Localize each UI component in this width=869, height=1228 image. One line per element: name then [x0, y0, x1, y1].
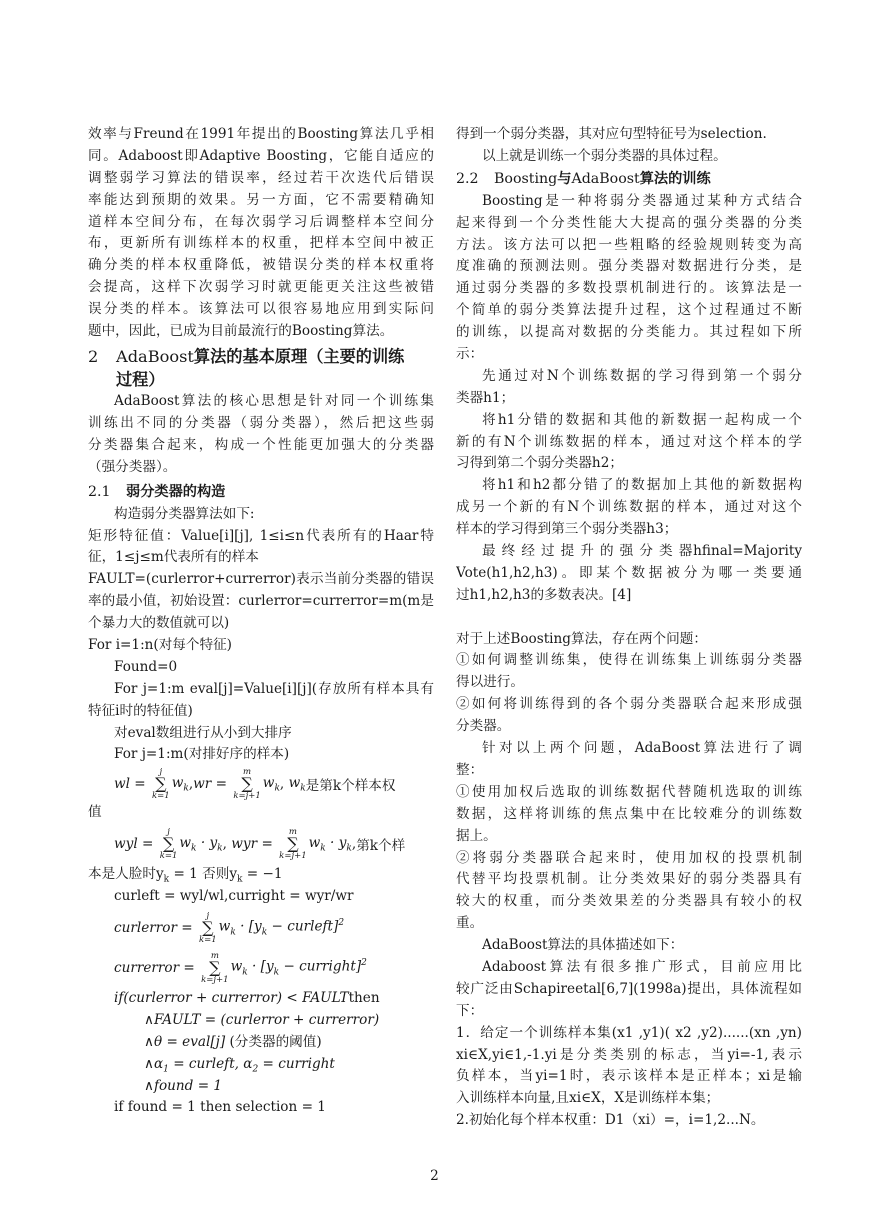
text-line: 同。Adaboost即Adaptive Boosting，它能自适应的	[88, 147, 434, 164]
equation-weights: wl = j ∑ k=1 $w_k$ , wr = m ∑ k=j+1 $w_k$ , $w_k$ 是第k个样本权	[114, 766, 396, 802]
text-line: 矩形特征值：Value[i][j], 1≤i≤n代表所有的Haar特	[88, 527, 434, 544]
text-line: 整：	[456, 761, 484, 778]
text-line: 入训练样本向量,且xi∈X，X是训练样本集；	[456, 1090, 720, 1107]
left-column	[88, 124, 434, 1119]
text-line: 起来得到一个分类性能大大提高的强分类器的分类	[456, 214, 802, 231]
text-line: 2.初始化每个样本权重：D1（xi）=，i=1,2...N。	[456, 1112, 765, 1129]
text-line: 较广泛由Schapireetal[6,7](1998a)提出，具体流程如	[456, 980, 802, 997]
text-line: AdaBoost算法的核心思想是针对同一个训练集	[114, 393, 434, 410]
text-line: 误分类的样本。该算法可以很容易地应用到实际问	[88, 301, 434, 318]
text-line: 训练出不同的分类器（弱分类器），然后把这些弱	[88, 414, 434, 431]
text-line: 得到一个弱分类器，其对应句型特征号为selection.	[456, 126, 767, 142]
text-line: 示：	[456, 346, 484, 363]
text-line: ①使用加权后选取的训练数据代替随机选取的训练	[456, 783, 802, 800]
text-line: 通过弱分类器的多数投票机制进行的。该算法是一	[456, 280, 802, 297]
text-line: 下：	[456, 1002, 484, 1019]
text-line: 先通过对N个训练数据的学习得到第一个弱分	[482, 367, 802, 384]
code-line: if found = 1 then selection = 1	[114, 1099, 326, 1116]
text-line: 针对以上两个问题，AdaBoost算法进行了调	[482, 740, 802, 757]
text-line: 将h1和h2都分错了的数据加上其他的新数据构	[482, 477, 802, 494]
text-line: 分类器。	[456, 718, 511, 735]
text-line: 效率与Freund在1991年提出的Boosting算法几乎相	[88, 126, 434, 142]
text-line: AdaBoost算法的具体描述如下：	[482, 937, 684, 954]
text-line: 以上就是训练一个弱分类器的具体过程。	[482, 147, 727, 164]
text-line: ①如何调整训练集，使得在训练集上训练弱分类器	[456, 652, 802, 669]
text-line: 道样本空间分布，在每次弱学习后调整样本空间分	[88, 213, 434, 230]
text-line: 率的最小值，初始设置：curlerror=currerror=m(m是	[88, 593, 434, 610]
text-line: 会提高，这样下次弱学习时就更能更关注这些被错	[88, 279, 434, 296]
code-line: $\wedge\alpha_1$ = curleft, $\alpha_2$ = curright	[144, 1055, 335, 1075]
text-line: FAULT=(curlerror+currerror)表示当前分类器的错误	[88, 571, 434, 588]
text-line: 最 终 经 过 提 升 的 强 分 类 器hfinal=Majority	[482, 543, 802, 560]
equation-curlerror: curlerror = j ∑ k=1 $w_k \cdot [y_k$ − curleft]$^2$	[114, 910, 345, 946]
code-line: For j=1:m eval[j]=Value[i][j](存放所有样本具有	[114, 680, 434, 697]
code-line: 特征i时的特征值)	[88, 702, 193, 719]
code-line: Found=0	[114, 658, 178, 675]
text-line: 布，更新所有训练样本的权重，把样本空间中被正	[88, 235, 434, 252]
text-line: 样本的学习得到第三个弱分类器h3；	[456, 521, 678, 538]
text-line: 个简单的弱分类算法提升过程，这个过程通过不断	[456, 302, 802, 319]
text-line: Boosting是一种将弱分类器通过某种方式结合	[482, 192, 802, 209]
text-line: 率能达到预期的效果。另一方面，它不需要精确知	[88, 191, 434, 208]
subsection-heading: 2.2 Boosting与AdaBoost算法的训练	[456, 170, 711, 187]
text-line: （强分类器）。	[88, 458, 177, 475]
text-line: 据上。	[456, 827, 497, 844]
code-line: curleft = wyl/wl,curright = wyr/wr	[114, 888, 354, 905]
code-line: ∧θ = eval[j] (分类器的阈值)	[144, 1033, 322, 1050]
text-line: 1．给定一个训练样本集(x1 ,y1)( x2 ,y2)......(xn ,yn)	[456, 1024, 802, 1041]
equation-weighted-labels: wyl = j ∑ k=1 $w_k \cdot y_k$ , wyr = m ∑ k=j+1 $w_k \cdot y_k$ , 第k个样	[114, 826, 406, 862]
code-line: ∧found = 1	[144, 1077, 223, 1094]
text-line: 习得到第二个弱分类器h2；	[456, 455, 623, 472]
text-line: 征，1≤j≤m代表所有的样本	[88, 549, 259, 566]
text-line: 构造弱分类器算法如下:	[114, 505, 255, 522]
text-line: 过h1,h2,h3的多数表决。[4]	[456, 586, 632, 603]
text-line: Vote(h1,h2,h3)。即某个数据被分为哪一类要通	[456, 564, 802, 581]
text-line: 较大的权重，而分类效果差的分类器具有较小的权	[456, 893, 802, 910]
text-line: 方法。该方法可以把一些粗略的经验规则转变为高	[456, 236, 802, 253]
text-line: ②将弱分类器联合起来时，使用加权的投票机制	[456, 849, 802, 866]
equation-currerror: currerror = m ∑ k=j+1 $w_k \cdot [y_k$ − curright]$^2$	[114, 950, 367, 986]
text-line: 的训练，以提高对数据的分类能力。其过程如下所	[456, 324, 802, 341]
text-line: xi∈X,yi∈1,-1.yi是分类类别的标志，当yi=-1,表示	[456, 1046, 802, 1063]
text-line: 确分类的样本权重降低，被错误分类的样本权重将	[88, 257, 434, 274]
text-line: 个暴力大的数值就可以)	[88, 615, 230, 632]
text-line: 负样本，当yi=1时，表示该样本是正样本；xi是输	[456, 1068, 802, 1085]
text-line: 新的有N个训练数据的样本，通过对这个样本的学	[456, 433, 802, 450]
code-line: 对eval数组进行从小到大排序	[114, 724, 292, 741]
code-line: For i=1:n(对每个特征)	[88, 637, 232, 653]
text-line: 值	[88, 804, 102, 821]
text-line: 本是人脸时$y_k = 1$ 否则$y_k = -1$	[88, 866, 283, 885]
right-column	[456, 124, 802, 1132]
text-line: 代替平均投票机制。让分类效果好的弱分类器具有	[456, 871, 802, 888]
text-line: 调整弱学习算法的错误率，经过若干次迭代后错误	[88, 169, 434, 186]
text-line: 将h1分错的数据和其他的新数据一起构成一个	[482, 411, 802, 428]
text-line: 类器h1；	[456, 389, 515, 406]
text-line: 分类器集合起来，构成一个性能更加强大的分类器	[88, 436, 434, 453]
text-line: 重。	[456, 915, 484, 932]
text-line: 度准确的预测法则。强分类器对数据进行分类，是	[456, 258, 802, 275]
text-line: 题中，因此，已成为目前最流行的Boosting算法。	[88, 323, 394, 340]
code-line: if(curlerror + currerror) < FAULTthen	[114, 990, 380, 1007]
subsection-heading: 2.1 弱分类器的构造	[88, 483, 226, 500]
section-heading: 2 AdaBoost算法的基本原理（主要的训练	[88, 346, 405, 366]
text-line: ②如何将训练得到的各个弱分类器联合起来形成强	[456, 696, 802, 713]
text-line: 成另一个新的有N个训练数据的样本，通过对这个	[456, 499, 802, 516]
code-line: ∧FAULT = (curlerror + currerror)	[144, 1011, 380, 1028]
text-line: 得以进行。	[456, 674, 524, 691]
section-heading-cont: 过程）	[116, 369, 165, 389]
code-line: For j=1:m(对排好序的样本)	[114, 746, 290, 763]
page-number: 2	[430, 1168, 439, 1184]
text-line: 数据，这样将训练的焦点集中在比较难分的训练数	[456, 805, 802, 822]
text-line: 对于上述Boosting算法，存在两个问题：	[456, 630, 707, 647]
text-line: Adaboost算法有很多推广形式，目前应用比	[482, 958, 802, 975]
